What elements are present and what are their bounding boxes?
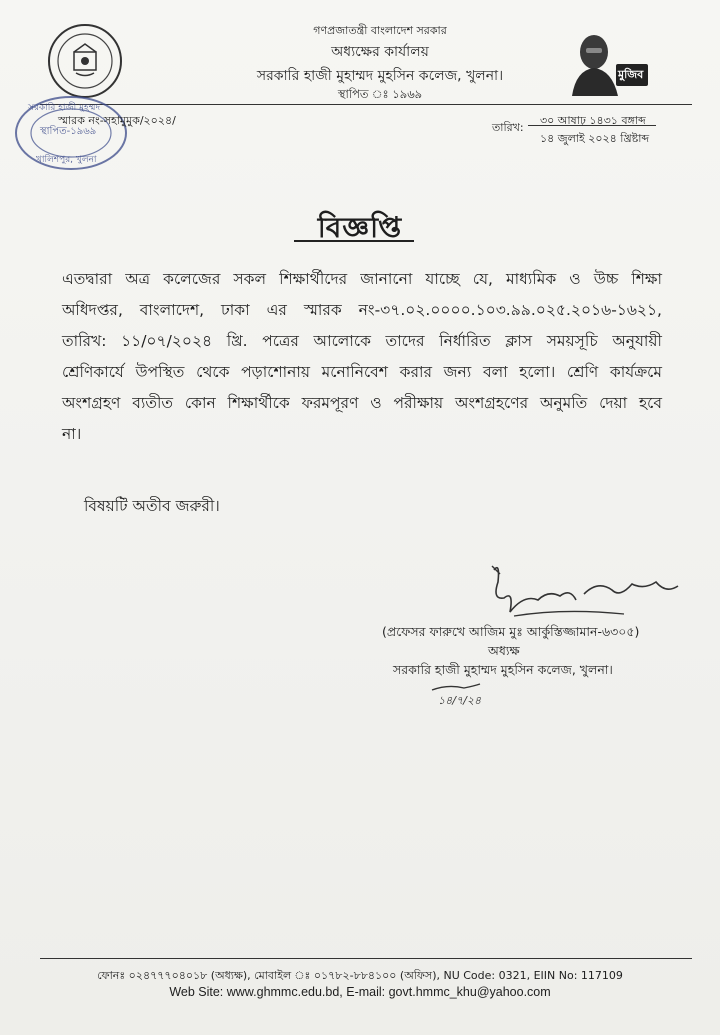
portrait-logo-icon	[560, 24, 660, 96]
footer-divider	[40, 958, 692, 959]
stamp-line1: সরকারি হাজী মুহম্মদ	[28, 103, 101, 113]
body-line: এতদ্বারা অত্র কলেজের সকল শিক্ষার্থীদের জানানো যাচ্ছে যে, মাধ্যমিক ও উচ্চ শিক্ষা	[62, 270, 662, 288]
body-line: শ্রেণিকার্যে উপস্থিত থেকে পড়াশোনায় মনোনিবেশ করার জন্য বলা হলো। শ্রেণি কার্যক্রমে	[62, 363, 662, 381]
heading-underline	[294, 240, 414, 242]
body-line: অধিদপ্তর, বাংলাদেশ, ঢাকা এর স্মারক নং-৩৭.০২.০০০০.১০৩.৯৯.০২৫.২০১৬-১৬২১,	[62, 301, 662, 319]
signer-name: (প্রফেসর ফারুখে আজিম মুঃ আর্কুস্তিজ্জামান-৬৩০৫)	[382, 624, 640, 639]
body-line: তারিখ: ১১/০৭/২০২৪ খ্রি. পত্রের আলোকে তাদের নির্ধারিত ক্লাস সময়সূচি অনুযায়ী	[62, 332, 662, 350]
handwritten-date: ১৪/৭/২৪	[438, 694, 482, 707]
date-english: ১৪ জুলাই ২০২৪ খ্রিষ্টাব্দ	[540, 132, 650, 145]
header-divider	[40, 104, 692, 105]
date-label: তারিখ:	[492, 121, 524, 134]
signer-college: সরকারি হাজী মুহাম্মদ মুহসিন কলেজ, খুলনা।	[393, 662, 613, 677]
office-stamp-icon	[12, 92, 130, 174]
established-year: স্থাপিত ঃ ১৯৬৯	[337, 87, 423, 101]
stamp-line3: খালিশপুর, খুলনা	[36, 155, 97, 165]
memo-number: স্মারক নং-সহামুমুক/২০২৪/	[58, 114, 176, 127]
initial-mark	[428, 682, 488, 714]
urgent-note: বিষয়টি অতীব জরুরী।	[84, 497, 220, 515]
body-line: না।	[62, 425, 82, 443]
signer-designation: অধ্যক্ষ	[488, 643, 520, 658]
government-title: গণপ্রজাতন্ত্রী বাংলাদেশ সরকার	[313, 24, 447, 37]
stamp-line2: স্থাপিত-১৯৬৯	[40, 126, 97, 137]
college-name: সরকারি হাজী মুহাম্মদ মুহসিন কলেজ, খুলনা।	[256, 68, 504, 84]
date-divider	[528, 125, 656, 126]
signature-icon	[474, 560, 692, 630]
footer-web: Web Site: www.ghmmc.edu.bd, E-mail: govt.hmmc_khu@yahoo.com	[169, 985, 551, 999]
portrait-logo-text: মুজিব	[618, 68, 644, 81]
office-title: অধ্যক্ষের কার্যালয়	[331, 44, 429, 60]
footer-contact: ফোনঃ ০২৪৭৭৭০৪০১৮ (অধ্যক্ষ), মোবাইল ঃ ০১৭৮২-৮৮৪১০০ (অফিস), NU Code: 0321, EIIN No: 117109	[97, 969, 623, 982]
body-line: অংশগ্রহণ ব্যতীত কোন শিক্ষার্থীকে ফরমপূরণ ও পরীক্ষায় অংশগ্রহণের অনুমতি দেয়া হবে	[62, 394, 662, 412]
notice-body	[62, 264, 662, 450]
date-bangla: ৩০ আষাঢ় ১৪৩১ বঙ্গাব্দ	[540, 114, 646, 127]
notice-heading: বিজ্ঞপ্তি	[317, 211, 403, 244]
